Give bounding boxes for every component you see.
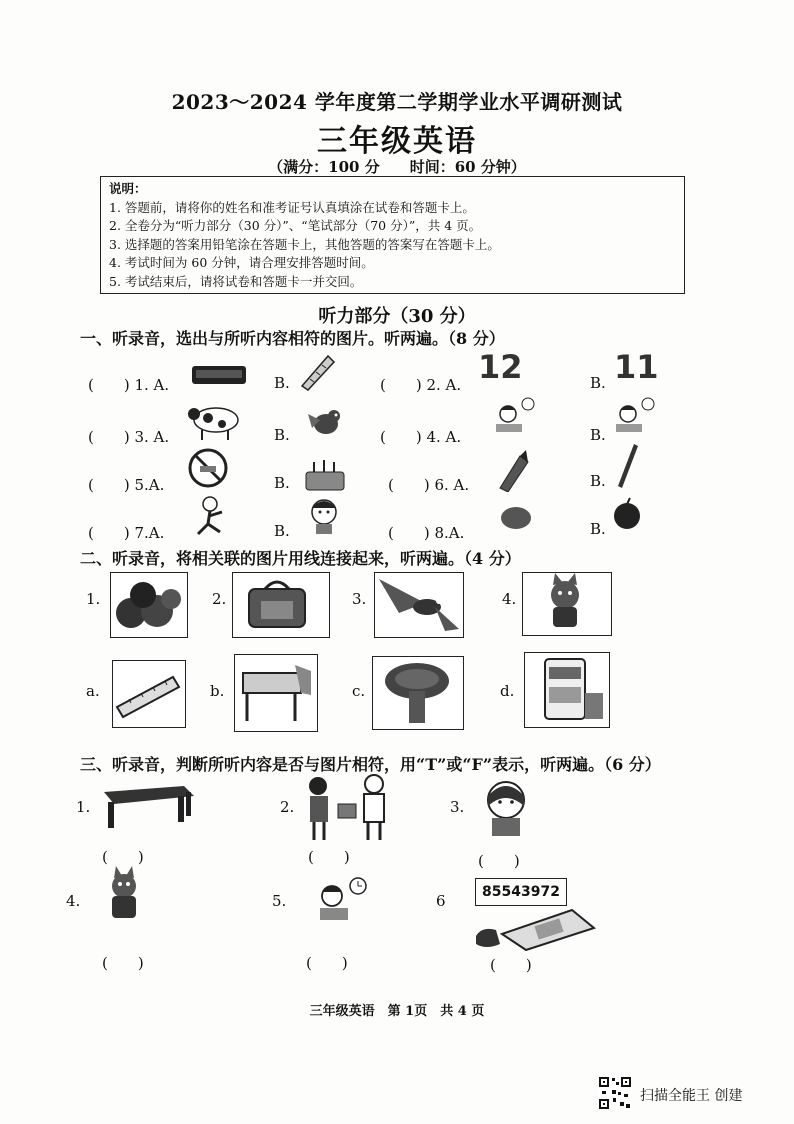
crayon-icon — [492, 448, 532, 492]
cow-icon — [186, 400, 242, 442]
tf-4-label: 4. — [66, 892, 81, 910]
milk-icon — [524, 652, 610, 728]
boy-breakfast-icon — [612, 396, 656, 436]
match-top-1-label: 1. — [86, 590, 101, 608]
phone-number-label: 85543972 — [475, 878, 567, 906]
tf-5-label: 5. — [272, 892, 287, 910]
oranges-icon — [110, 572, 188, 638]
match-top-2-label: 2. — [212, 590, 227, 608]
egg-icon — [498, 504, 534, 532]
schoolbag-icon — [232, 572, 330, 638]
cat-icon — [98, 866, 150, 922]
instruction-item: 5. 考试结束后，请将试卷和答题卡一并交回。 — [109, 273, 363, 289]
cat-icon — [522, 572, 612, 636]
question-1-number: ( ) 1. A. — [88, 376, 170, 394]
instructions-box — [100, 176, 685, 294]
boy-face-icon — [304, 494, 344, 538]
table-icon — [98, 782, 198, 832]
question-6-number: ( ) 6. A. — [388, 476, 470, 494]
tf-5-blank: ( ) — [306, 954, 348, 972]
tf-3-blank: ( ) — [478, 852, 520, 870]
tf-3-label: 3. — [450, 798, 465, 816]
question-6-b: B. — [590, 472, 606, 490]
question-5-number: ( ) 5.A. — [88, 476, 165, 494]
section2-title: 二、听录音，将相关联的图片用线连接起来，听两遍。（4 分） — [80, 549, 521, 568]
match-bottom-d-label: d. — [500, 682, 515, 700]
pen-icon — [612, 440, 642, 488]
boy-breakfast-icon — [310, 876, 370, 926]
no-sign-icon — [186, 446, 230, 490]
listening-section-title: 听力部分（30 分） — [318, 306, 476, 327]
telephone-icon — [472, 904, 598, 952]
instruction-item: 1. 答题前，请将你的姓名和准考证号认真填涂在试卷和答题卡上。 — [109, 199, 475, 215]
number-eleven-icon: 11 — [614, 348, 659, 386]
birthday-cake-icon — [302, 456, 348, 494]
boy-breakfast-icon — [492, 396, 536, 436]
running-boy-icon — [190, 494, 230, 538]
section3-title: 三、听录音，判断所听内容是否与图片相符，用“T”或“F”表示，听两遍。（6 分） — [80, 755, 661, 774]
question-8-b: B. — [590, 520, 606, 538]
match-bottom-a-label: a. — [86, 682, 100, 700]
question-4-number: ( ) 4. A. — [380, 428, 462, 446]
tf-4-blank: ( ) — [102, 954, 144, 972]
scanner-watermark: 扫描全能王 创建 — [640, 1088, 743, 1104]
tf-6-blank: ( ) — [490, 956, 532, 974]
match-top-4-label: 4. — [502, 590, 517, 608]
subject-title: 三年级英语 — [317, 124, 477, 159]
apple-icon — [610, 496, 644, 532]
question-7-number: ( ) 7.A. — [88, 524, 165, 542]
tf-6-label: 6 — [436, 892, 446, 910]
exam-title: 2023～2024 学年度第二学期学业水平调研测试 — [171, 90, 623, 114]
match-bottom-b-label: b. — [210, 682, 225, 700]
two-people-gift-icon — [300, 774, 392, 842]
instructions-heading: 说明： — [109, 181, 147, 196]
number-twelve-icon: 12 — [478, 348, 523, 386]
question-2-b: B. — [590, 374, 606, 392]
question-7-b: B. — [274, 522, 290, 540]
tf-1-label: 1. — [76, 798, 91, 816]
question-4-b: B. — [590, 426, 606, 444]
ruler-icon — [112, 660, 186, 728]
ruler-icon — [298, 352, 338, 392]
parrot-icon — [374, 572, 464, 638]
question-2-number: ( ) 2. A. — [380, 376, 462, 394]
page-footer: 三年级英语 第 1页 共 4 页 — [309, 1004, 485, 1019]
qr-code-icon — [598, 1076, 632, 1110]
match-bottom-c-label: c. — [352, 682, 366, 700]
pencil-case-icon — [190, 362, 250, 390]
match-top-3-label: 3. — [352, 590, 367, 608]
question-5-b: B. — [274, 474, 290, 492]
instruction-item: 2. 全卷分为“听力部分（30 分）”、“笔试部分（70 分）”，共 4 页。 — [109, 218, 482, 233]
instruction-item: 4. 考试时间为 60 分钟，请合理安排答题时间。 — [109, 255, 374, 270]
tf-2-blank: ( ) — [308, 848, 350, 866]
desk-icon — [234, 654, 318, 732]
instruction-item: 3. 选择题的答案用铅笔涂在答题卡上，其他答题的答案写在答题卡上。 — [109, 236, 500, 252]
tf-2-label: 2. — [280, 798, 295, 816]
section1-title: 一、听录音，选出与所听内容相符的图片。听两遍。（8 分） — [80, 329, 505, 348]
girl-icon — [478, 776, 534, 838]
question-3-b: B. — [274, 426, 290, 444]
tree-icon — [372, 656, 464, 730]
question-8-number: ( ) 8.A. — [388, 524, 465, 542]
bird-icon — [304, 402, 348, 442]
question-3-number: ( ) 3. A. — [88, 428, 170, 446]
question-1-b: B. — [274, 374, 290, 392]
tf-1-blank: ( ) — [102, 848, 144, 866]
score-time: （满分：100 分 时间：60 分钟） — [268, 158, 526, 176]
